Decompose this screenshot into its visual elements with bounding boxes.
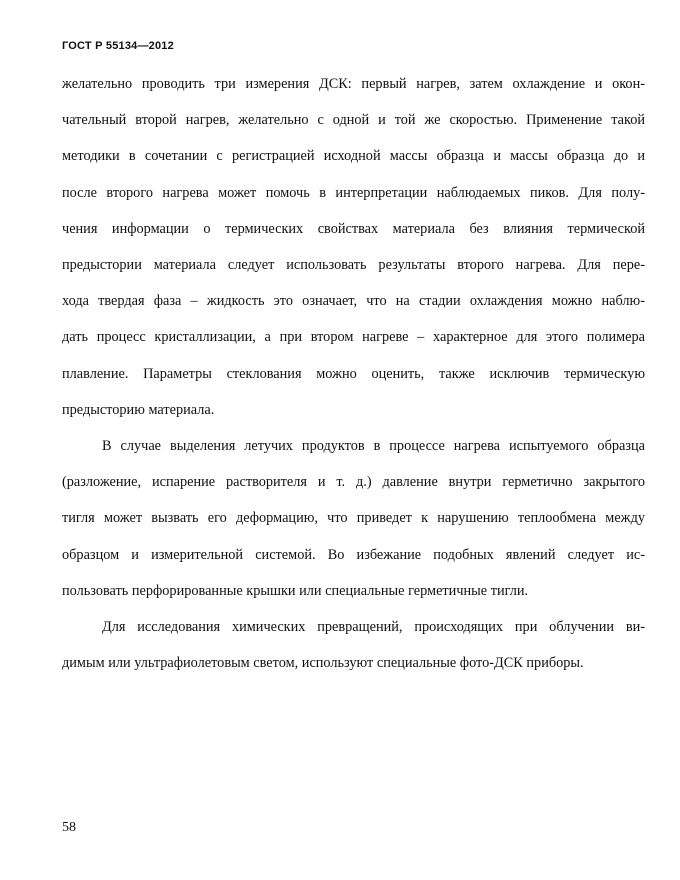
text-line: пользовать перфорированные крышки или специальные герметичные тигли. <box>62 582 529 599</box>
text-line: методики в сочетании с регистрацией исходной массы образца и массы образца до и <box>62 148 645 165</box>
text-line: Для исследования химических превращений, происходящих при облучении ви- <box>102 619 645 636</box>
text-line: дать процесс кристаллизации, а при втором нагреве – характерное для этого полимера <box>62 329 645 346</box>
text-line: В случае выделения летучих продуктов в процессе нагрева испытуемого образца <box>102 438 645 455</box>
text-line: после второго нагрева может помочь в интерпретации наблюдаемых пиков. Для полу- <box>62 184 645 201</box>
paragraph-2 <box>62 428 645 609</box>
document-standard-header: ГОСТ Р 55134—2012 <box>62 40 174 52</box>
text-line: предыстории материала следует использовать результаты второго нагрева. Для пере- <box>62 257 645 274</box>
text-line: тигля может вызвать его деформацию, что приведет к нарушению теплообмена между <box>62 510 645 527</box>
paragraph-1 <box>62 66 645 428</box>
text-line: желательно проводить три измерения ДСК: первый нагрев, затем охлаждение и окон- <box>62 76 645 92</box>
text-line: (разложение, испарение растворителя и т. д.) давление внутри герметично закрытого <box>62 474 645 491</box>
text-line: хода твердая фаза – жидкость это означает, что на стадии охлаждения можно наблю- <box>62 293 645 310</box>
text-line: чательный второй нагрев, желательно с одной и той же скоростью. Применение такой <box>62 112 645 129</box>
text-line: образцом и измерительной системой. Во избежание подобных явлений следует ис- <box>62 546 645 563</box>
text-line: чения информации о термических свойствах материала без влияния термической <box>62 220 645 237</box>
text-line: плавление. Параметры стеклования можно оценить, также исключив термическую <box>62 365 645 382</box>
paragraph-3 <box>62 609 645 681</box>
text-line: димым или ультрафиолетовым светом, используют специальные фото-ДСК приборы. <box>62 655 584 672</box>
page-number: 58 <box>62 820 76 835</box>
text-line: предысторию материала. <box>62 401 215 418</box>
document-body <box>62 66 645 681</box>
